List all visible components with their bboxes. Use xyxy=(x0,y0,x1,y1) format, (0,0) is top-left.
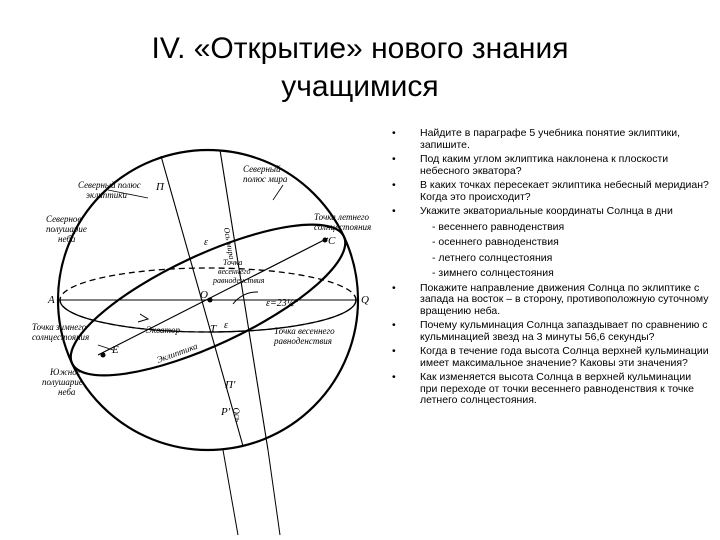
letter-e1: ε xyxy=(204,237,208,248)
point-winter xyxy=(101,353,106,358)
bullet-dot: • xyxy=(392,319,396,331)
list-item xyxy=(390,346,710,369)
bullet-dot: • xyxy=(392,371,396,383)
list-item-text: Покажите направление движения Солнца по эклиптике с запада на восток – в сторону, противоположную суточному вращению неба. xyxy=(420,281,709,317)
celestial-sphere-diagram xyxy=(28,150,372,538)
label-north-hemisphere: Северное полушарие неба xyxy=(46,214,87,244)
slide-title xyxy=(0,30,720,106)
bullet-dot: • xyxy=(392,179,396,191)
list-item-text: Под каким углом эклиптика наклонена к плоскости небесного экватора? xyxy=(420,153,669,177)
letter-P: П xyxy=(156,181,164,193)
list-item xyxy=(390,320,710,343)
label-angle: ε=23½° xyxy=(266,298,299,309)
list-item-text: - летнего солнцестояния xyxy=(432,251,553,264)
list-item-text: Найдите в параграфе 5 учебника понятие эклиптики, запишите. xyxy=(420,127,681,151)
point-center xyxy=(208,298,213,303)
angle-arc xyxy=(233,292,258,304)
list-item xyxy=(390,154,710,177)
list-item-text: Как изменяется высота Солнца в верхней кульминации при переходе от точки весеннего равноденствия к точке летнего солнцестояния. xyxy=(420,371,694,406)
sub-list-item xyxy=(390,268,710,280)
axis-extension-2 xyxy=(268,450,280,535)
bullet-dot: • xyxy=(392,127,396,139)
sub-list-item xyxy=(390,237,710,249)
sub-list-item xyxy=(390,253,710,265)
list-item-text: Укажите экваториальные координаты Солнца в дни xyxy=(420,205,673,217)
bullet-dot: • xyxy=(392,205,396,217)
list-item-text: В каких точках пересекает эклиптика небесный меридиан? Когда это происходит? xyxy=(420,179,709,203)
label-equator: Экватор xyxy=(146,325,180,335)
label-axis-bottom: Ось xyxy=(231,406,244,423)
letter-O: O xyxy=(200,289,208,301)
label-autumn-equinox: Точка весеннего равноденствия xyxy=(274,326,335,346)
label-winter-solstice: Точка зимнего солнцестояния xyxy=(32,322,90,342)
axis-extension xyxy=(223,450,238,535)
label-summer-solstice: Точка летнего солнцестояния xyxy=(314,212,372,232)
list-item-text: Когда в течение года высота Солнца верхней кульминации имеет максимальное значение? Каковы эти значения? xyxy=(420,345,709,369)
label-north-pole-ecliptic: Северный полюс эклиптики xyxy=(78,180,141,200)
label-north-pole-world: Северный полюс мира xyxy=(243,164,288,184)
list-item-text: Почему кульминация Солнца запаздывает по сравнению с кульминацией звезд на 3 минуты 56,6 секунды? xyxy=(420,319,708,343)
bullet-dot: • xyxy=(392,345,396,357)
letter-C: C xyxy=(328,235,336,247)
list-item-text: - зимнего солнцестояния xyxy=(432,267,554,279)
equator-arrow xyxy=(138,314,148,322)
leader-3 xyxy=(98,345,113,350)
letter-A: A xyxy=(48,294,55,306)
letter-e2: ε xyxy=(224,320,228,331)
list-item xyxy=(390,206,710,218)
list-item-text: - осеннего равноденствия xyxy=(432,236,559,248)
leader-2 xyxy=(273,185,283,200)
label-south-hemisphere: Южное полушарие неба xyxy=(42,367,83,397)
list-item-text: - весеннего равноденствия xyxy=(432,220,565,233)
list-item xyxy=(390,372,710,407)
list-item xyxy=(390,128,710,151)
title-line-1: IV. «Открытие» нового знания xyxy=(151,32,569,65)
list-item xyxy=(390,180,710,203)
letter-Pp: P' xyxy=(221,406,231,418)
title-line-2: учащимися xyxy=(281,70,439,103)
bullet-dot: • xyxy=(392,153,396,165)
ecliptic-axis-line xyxy=(161,156,243,446)
sub-list-item xyxy=(390,222,710,234)
point-summer xyxy=(323,238,328,243)
task-list xyxy=(390,128,710,410)
list-item xyxy=(390,283,710,318)
letter-T: T xyxy=(210,323,217,335)
label-world-axis: Ось мира xyxy=(222,226,237,260)
label-vernal-equinox: Точка весеннего равноденствия xyxy=(213,258,265,285)
label-ecliptic: Эклиптика xyxy=(155,340,199,365)
bullet-dot: • xyxy=(392,281,396,294)
letter-P1: П' xyxy=(225,379,236,391)
letter-E: E xyxy=(112,344,119,356)
letter-Q: Q xyxy=(361,294,369,306)
